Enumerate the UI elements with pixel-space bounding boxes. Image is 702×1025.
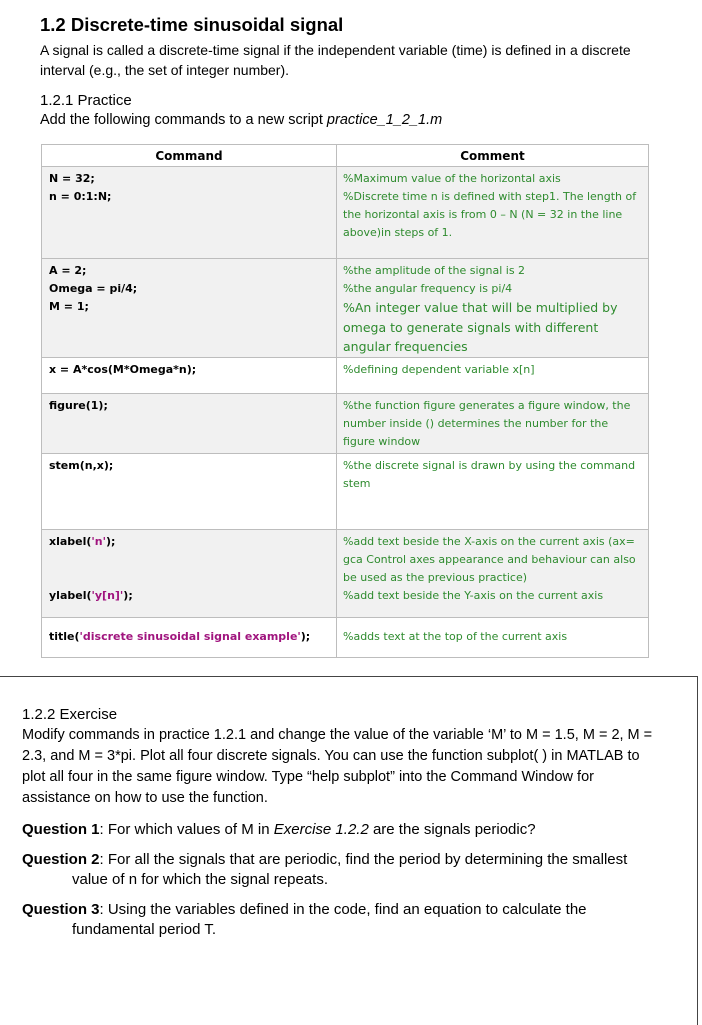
- comment-cell: [337, 529, 649, 617]
- comment-line: %defining dependent variable x[n]: [343, 362, 535, 376]
- comment-line: %the angular frequency is pi/4: [343, 282, 513, 295]
- table-row: [42, 357, 649, 393]
- question-label: Question 1: [22, 821, 100, 838]
- comment-line: %Maximum value of the horizontal axis: [343, 172, 561, 185]
- section-intro: A signal is called a discrete-time signal if the independent variable (time) is defined in a discrete interval (e.g., the set of integer number).: [40, 42, 631, 78]
- command-end: );: [106, 534, 116, 548]
- command-cell: [42, 453, 337, 529]
- exercise-section: [22, 706, 662, 940]
- question-text: : For all the signals that are periodic, find the period by determining the smallest value of n for which the signal repeats.: [72, 851, 628, 888]
- question-1: [22, 820, 662, 840]
- comment-cell: [337, 453, 649, 529]
- command-line: n = 0:1:N;: [49, 190, 112, 203]
- practice-instruction-text: Add the following commands to a new script: [40, 112, 327, 128]
- question-text: are the signals periodic?: [368, 821, 536, 838]
- command-fn: ylabel(: [49, 588, 92, 602]
- command-line: Omega = pi/4;: [49, 282, 138, 295]
- comment-line: %add text beside the X-axis on the current axis (ax= gca Control axes appearance and behaviour can also be used as the previous practice): [343, 534, 636, 584]
- comment-line: %the amplitude of the signal is 2: [343, 264, 526, 277]
- comment-cell: [337, 259, 649, 358]
- command-fn: xlabel(: [49, 534, 92, 548]
- command-line: figure(1);: [49, 398, 108, 412]
- command-line: N = 32;: [49, 172, 95, 185]
- command-line: M = 1;: [49, 300, 89, 313]
- command-cell: [42, 357, 337, 393]
- command-cell: [42, 259, 337, 358]
- section-title: 1.2 Discrete-time sinusoidal signal: [40, 14, 344, 35]
- comment-line: %Discrete time n is defined with step1. The length of the horizontal axis is from 0 – N (N = 32 in the line above)in steps of 1.: [343, 190, 637, 239]
- command-line: [49, 628, 330, 646]
- command-line: stem(n,x);: [49, 458, 114, 472]
- comment-line: %adds text at the top of the current axis: [343, 629, 568, 643]
- table-row: [42, 167, 649, 259]
- command-string: 'n': [91, 534, 106, 548]
- command-end: );: [123, 588, 133, 602]
- comment-line: %the discrete signal is drawn by using the command stem: [343, 458, 636, 490]
- question-2: [22, 850, 662, 890]
- table-row: [42, 617, 649, 657]
- header-comment: Comment: [337, 145, 649, 167]
- exercise-body: Modify commands in practice 1.2.1 and change the value of the variable ‘M’ to M = 1.5, M = 2, M = 2.3, and M = 3*pi. Plot all four discrete signals. You can use the function subplot( ) in MATLAB to plot all four in the same figure window. Type “help subplot” into the Command Window for assistance on how to use the function.: [22, 727, 653, 806]
- practice-title: 1.2.1 Practice: [40, 92, 132, 109]
- question-text: : Using the variables defined in the code, find an equation to calculate the fundamental period T.: [72, 901, 587, 938]
- command-cell: [42, 167, 337, 259]
- comment-cell: [337, 617, 649, 657]
- question-emphasis: Exercise 1.2.2: [273, 821, 369, 838]
- question-label: Question 2: [22, 851, 100, 868]
- script-name: practice_1_2_1.m: [326, 112, 443, 128]
- table-header-row: [42, 145, 649, 167]
- command-string: 'y[n]': [91, 588, 124, 602]
- header-command: Command: [42, 145, 337, 167]
- command-cell: [42, 529, 337, 617]
- table-row: [42, 453, 649, 529]
- command-string: 'discrete sinusoidal signal example': [79, 629, 301, 643]
- command-cell: [42, 617, 337, 657]
- command-line: [49, 587, 330, 605]
- command-cell: [42, 393, 337, 453]
- command-line: A = 2;: [49, 264, 87, 277]
- command-table: [41, 144, 649, 658]
- exercise-title: 1.2.2 Exercise: [22, 706, 118, 723]
- comment-cell: [337, 357, 649, 393]
- table-row: [42, 393, 649, 453]
- comment-cell: [337, 167, 649, 259]
- table-row: [42, 259, 649, 358]
- command-end: );: [300, 629, 311, 643]
- question-label: Question 3: [22, 901, 100, 918]
- practice-instruction: [40, 112, 442, 128]
- comment-line: %the function figure generates a figure window, the number inside () determines the number for the figure window: [343, 398, 631, 448]
- command-line: [49, 533, 330, 551]
- comment-cell: [337, 393, 649, 453]
- command-line: x = A*cos(M*Omega*n);: [49, 362, 197, 376]
- comment-line: %An integer value that will be multiplied by omega to generate signals with different angular frequencies: [343, 300, 618, 354]
- comment-line: %add text beside the Y-axis on the current axis: [343, 588, 604, 602]
- table-row: [42, 529, 649, 617]
- question-text: : For which values of M in: [99, 821, 274, 838]
- command-fn: title(: [49, 629, 80, 643]
- question-3: [22, 900, 662, 940]
